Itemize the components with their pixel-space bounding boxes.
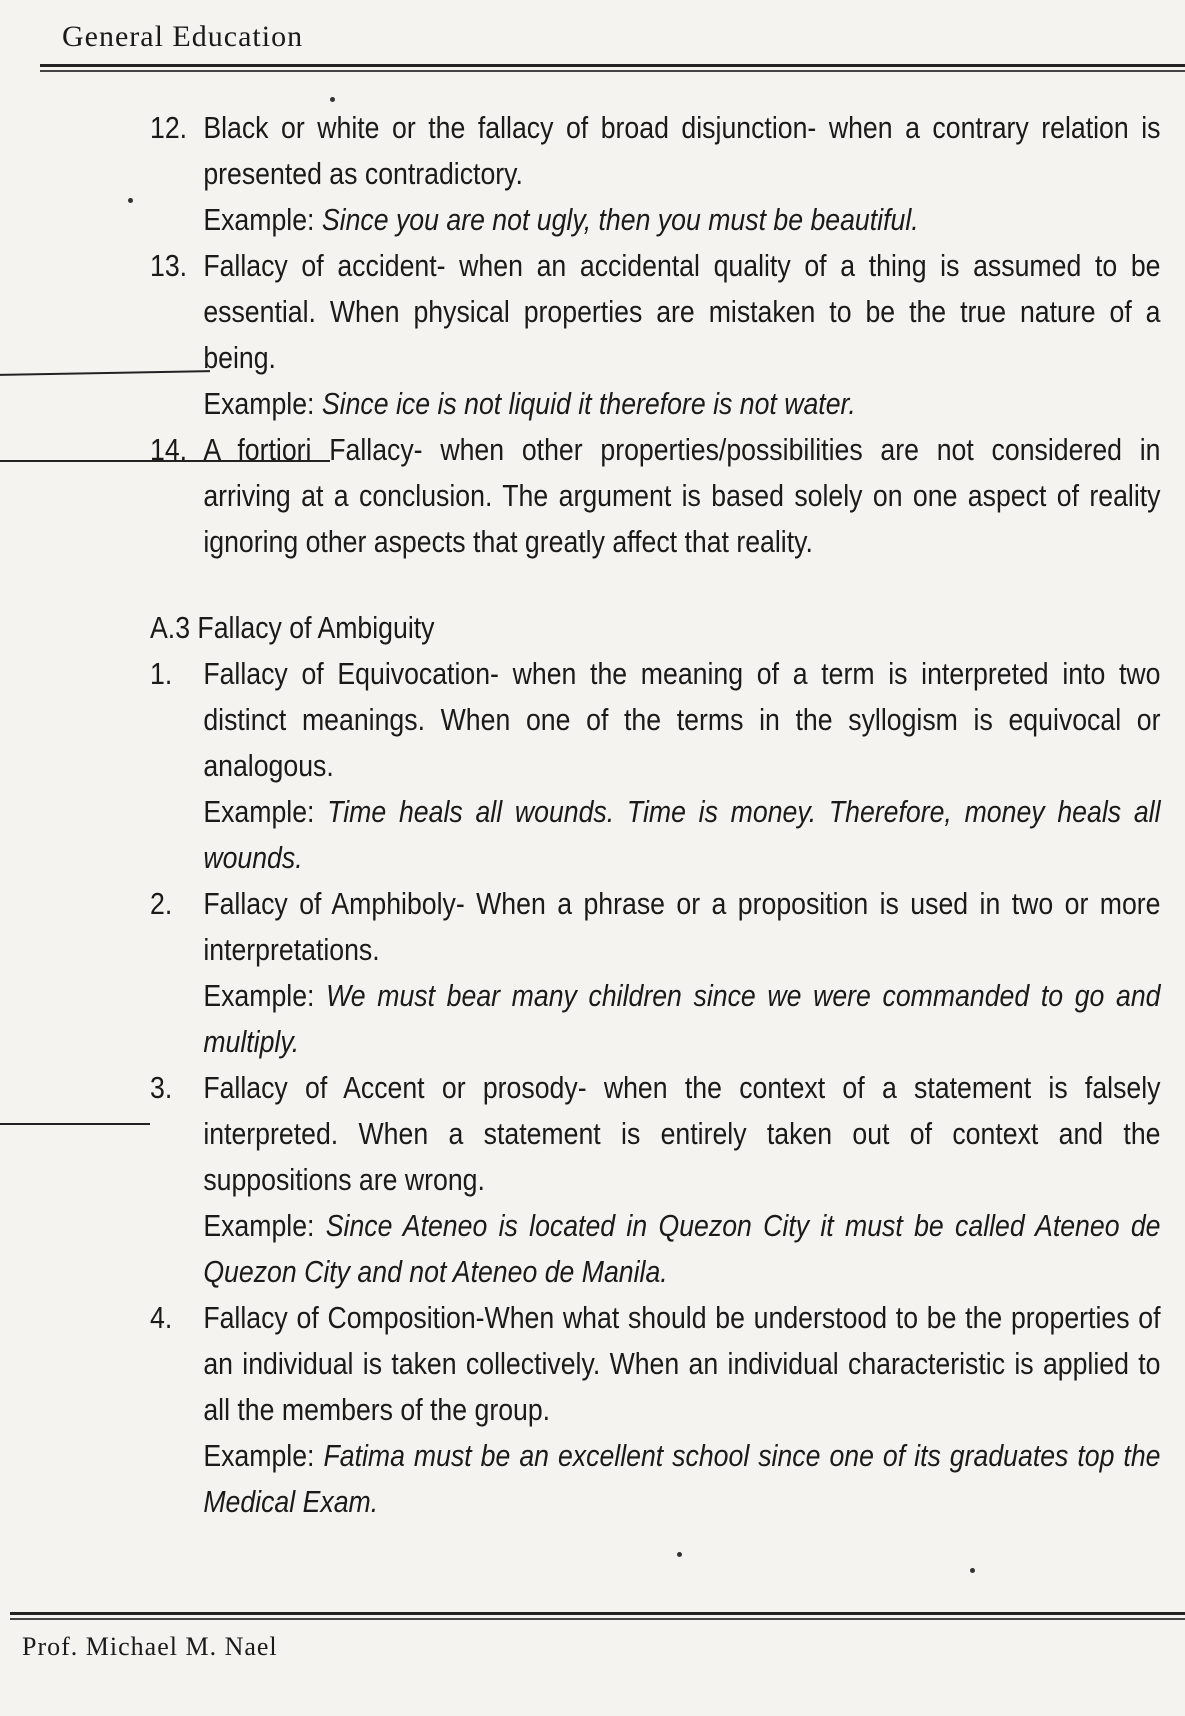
item-number: 14. [150, 432, 188, 467]
example-text: Fatima must be an excellent school since one of its graduates top the Medical Exam. [203, 1438, 1161, 1519]
item-number: 12. [150, 110, 188, 145]
list-item [150, 105, 1161, 243]
list-item [150, 1295, 1161, 1525]
item-text: Fallacy of Accent or prosody- when the context of a statement is falsely interpreted. When a statement is entirely taken out of context and the suppositions are wrong. [203, 1070, 1161, 1197]
list-item [150, 1065, 1161, 1295]
example-label: Example: [203, 1208, 315, 1243]
list-item [150, 881, 1161, 1065]
header-rule [40, 64, 1185, 67]
example-label: Example: [203, 202, 315, 237]
example-text: Since Ateneo is located in Quezon City it must be called Ateneo de Quezon City and not Ateneo de Manila. [203, 1208, 1161, 1289]
section-title: A.3 Fallacy of Ambiguity [150, 610, 435, 645]
item-text: Black or white or the fallacy of broad disjunction- when a contrary relation is presented as contradictory. [203, 110, 1161, 191]
example-text: Since you are not ugly, then you must be beautiful. [321, 202, 919, 237]
scan-speck [970, 1568, 975, 1573]
footer-rule-secondary [10, 1618, 1185, 1620]
example-label: Example: [203, 978, 315, 1013]
item-number: 13. [150, 248, 188, 283]
example-line [203, 789, 1160, 881]
example-line [203, 197, 1160, 243]
example-line [203, 381, 1160, 427]
example-label: Example: [203, 1438, 315, 1473]
item-number: 2. [150, 886, 173, 921]
pen-stroke [0, 1123, 150, 1125]
header-rule-secondary [40, 70, 1185, 72]
example-text: Time heals all wounds. Time is money. Therefore, money heals all wounds. [203, 794, 1161, 875]
example-line [203, 1203, 1160, 1295]
footer-rule [10, 1612, 1185, 1615]
example-line [203, 973, 1160, 1065]
footer-author: Prof. Michael M. Nael [22, 1632, 278, 1661]
item-number: 4. [150, 1300, 173, 1335]
document-body [150, 105, 1161, 1525]
example-label: Example: [203, 794, 315, 829]
list-item [150, 427, 1161, 565]
scan-speck [677, 1552, 682, 1557]
item-text: A fortiori Fallacy- when other properties/possibilities are not considered in arriving at a conclusion. The argument is based solely on one aspect of reality ignoring other aspects that greatly affect that reality. [203, 432, 1161, 559]
example-label: Example: [203, 386, 315, 421]
scan-speck [330, 97, 335, 102]
item-text: Fallacy of Amphiboly- When a phrase or a proposition is used in two or more interpretations. [203, 886, 1161, 967]
item-number: 1. [150, 656, 173, 691]
item-number: 3. [150, 1070, 173, 1105]
item-text: Fallacy of accident- when an accidental quality of a thing is assumed to be essential. When physical properties are mistaken to be the true nature of a being. [203, 248, 1161, 375]
list-item [150, 651, 1161, 881]
item-text: Fallacy of Equivocation- when the meaning of a term is interpreted into two distinct meanings. When one of the terms in the syllogism is equivocal or analogous. [203, 656, 1161, 783]
example-line [203, 1433, 1160, 1525]
scan-speck [128, 198, 133, 203]
page-header-title: General Education [62, 20, 304, 53]
list-item [150, 243, 1161, 427]
example-text: Since ice is not liquid it therefore is not water. [321, 386, 856, 421]
example-text: We must bear many children since we were commanded to go and multiply. [203, 978, 1161, 1059]
item-text: Fallacy of Composition-When what should be understood to be the properties of an individual is taken collectively. When an individual characteristic is applied to all the members of the group. [203, 1300, 1161, 1427]
